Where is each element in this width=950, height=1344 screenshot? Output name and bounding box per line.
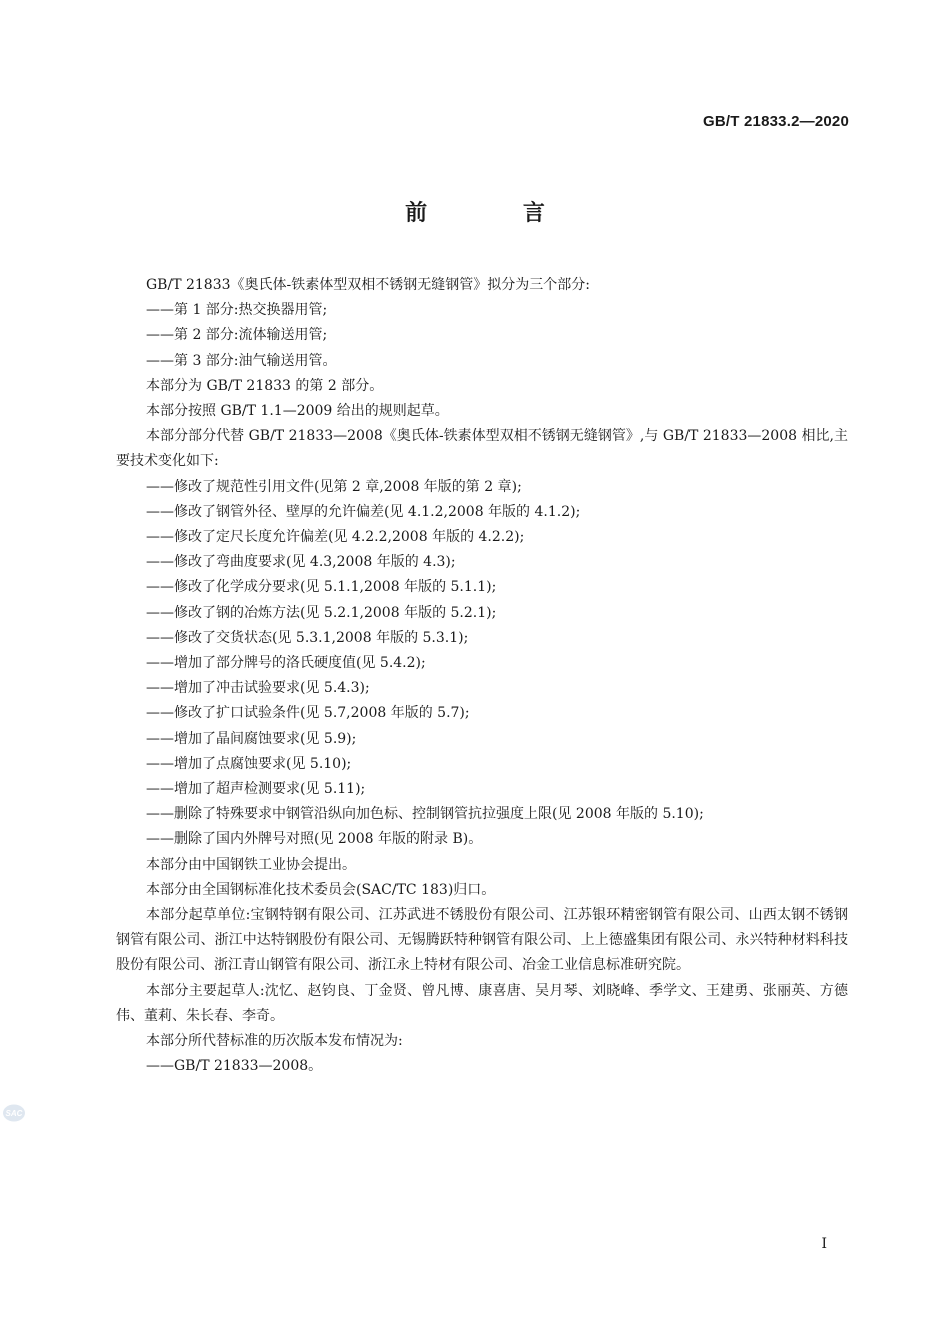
list-item: ——第 1 部分:热交换器用管; [146,302,328,319]
standard-code: GB/T 21833.2—2020 [703,113,849,130]
list-item: ——增加了晶间腐蚀要求(见 5.9); [146,730,357,747]
paragraph: GB/T 21833《奥氏体-铁素体型双相不锈钢无缝钢管》拟分为三个部分: [146,277,590,293]
page-number: I [821,1236,827,1252]
svg-text:SAC: SAC [5,1109,23,1118]
paragraph: 本部分起草单位:宝钢特钢有限公司、江苏武进不锈股份有限公司、江苏银环精密钢管有限公司、山西太钢不锈钢钢管有限公司、浙江中达特钢股份有限公司、无锡腾跃特种钢管有限公司、上上德盛集团有限公司、永兴特种材料科技股份有限公司、浙江青山钢管有限公司、浙江永上特材有限公司、冶金工业信息标准研究院。 [116,907,848,974]
list-item: ——第 2 部分:流体输送用管; [146,327,328,344]
list-item: ——修改了钢管外径、壁厚的允许偏差(见 4.1.2,2008 年版的 4.1.2); [146,503,581,520]
list-item: ——增加了部分牌号的洛氏硬度值(见 5.4.2); [146,655,426,672]
list-item: ——第 3 部分:油气输送用管。 [146,352,337,369]
paragraph: 本部分部分代替 GB/T 21833—2008《奥氏体-铁素体型双相不锈钢无缝钢管》,与 GB/T 21833—2008 相比,主要技术变化如下: [116,428,848,470]
list-item: ——修改了钢的冶炼方法(见 5.2.1,2008 年版的 5.2.1); [146,604,497,621]
paragraph: 本部分由全国钢标准化技术委员会(SAC/TC 183)归口。 [146,881,496,898]
paragraph: 本部分按照 GB/T 1.1—2009 给出的规则起草。 [146,403,449,420]
list-item: ——增加了冲击试验要求(见 5.4.3); [146,680,370,697]
list-item: ——修改了定尺长度允许偏差(见 4.2.2,2008 年版的 4.2.2); [146,529,525,546]
foreword-body [116,273,848,1080]
list-item: ——修改了化学成分要求(见 5.1.1,2008 年版的 5.1.1); [146,579,497,596]
paragraph: 本部分主要起草人:沈忆、赵钧良、丁金贤、曾凡博、康喜唐、吴月琴、刘晓峰、季学文、王建勇、张丽英、方德伟、董莉、朱长春、李奇。 [116,982,848,1024]
list-item: ——删除了特殊要求中钢管沿纵向加色标、控制钢管抗拉强度上限(见 2008 年版的 5.10); [146,806,704,823]
list-item: ——修改了规范性引用文件(见第 2 章,2008 年版的第 2 章); [146,478,522,495]
page-title: 前 言 [405,201,589,226]
list-item: ——修改了扩口试验条件(见 5.7,2008 年版的 5.7); [146,705,470,722]
list-item: ——删除了国内外牌号对照(见 2008 年版的附录 B)。 [146,831,483,848]
list-item: ——增加了点腐蚀要求(见 5.10); [146,755,352,772]
list-item: ——修改了交货状态(见 5.3.1,2008 年版的 5.3.1); [146,629,469,646]
paragraph: 本部分所代替标准的历次版本发布情况为: [146,1033,403,1050]
list-item: ——增加了超声检测要求(见 5.11); [146,781,366,798]
paragraph: 本部分为 GB/T 21833 的第 2 部分。 [146,377,384,394]
sac-logo-icon [2,1103,26,1123]
paragraph: 本部分由中国钢铁工业协会提出。 [146,856,356,873]
list-item: ——GB/T 21833—2008。 [146,1058,323,1075]
list-item: ——修改了弯曲度要求(见 4.3,2008 年版的 4.3); [146,554,456,571]
